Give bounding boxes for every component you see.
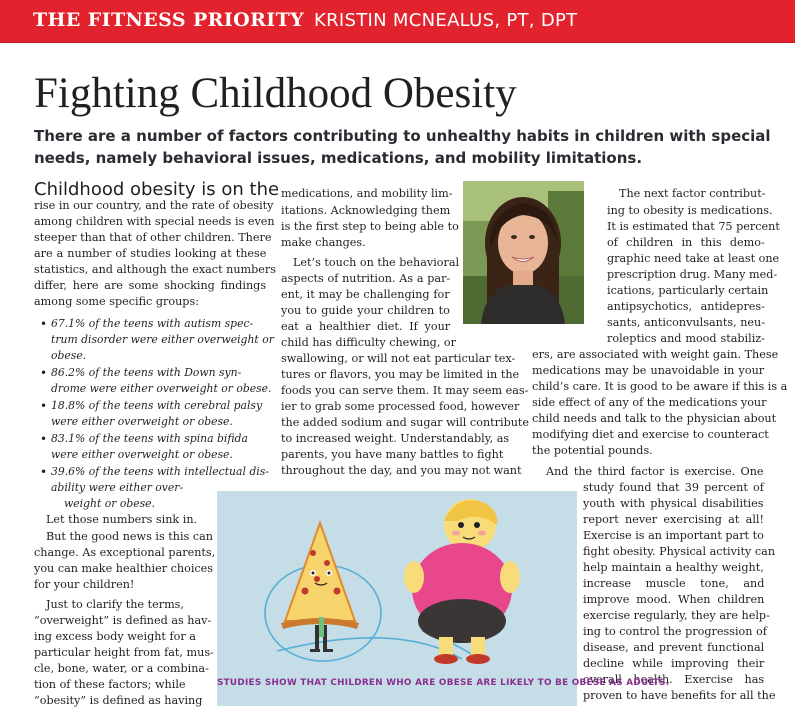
body-line: ing to obesity is medications. [607,204,773,217]
bullet-dot: • [40,465,48,479]
lead-sentence: Childhood obesity is on the [34,179,280,200]
body-line: study found that 39 percent of [583,481,764,494]
body-line: ing excess body weight for a [34,630,196,643]
author-portrait-image [463,181,584,324]
body-line: And the third factor is exercise. One [546,465,764,478]
bullet-dot: • [40,399,48,413]
bullet-line: 39.6% of the teens with intellectual dis- [51,465,269,478]
author-photo [463,181,584,324]
body-line: youth with physical disabilities [583,497,764,510]
body-line: antipsychotics, antidepres- [607,300,765,313]
body-line: decline while improving their [583,657,765,670]
body-line: sants, anticonvulsants, neu- [607,316,766,329]
body-line: ing to control the progression of [583,625,767,638]
body-line: roleptics and mood stabiliz- [607,332,765,345]
body-line: change. As exceptional parents, [34,546,216,559]
body-line: particular height from fat, mus- [34,646,214,659]
body-line: exercise regularly, they are help- [583,609,770,622]
body-line: child’s care. It is good to be aware if this is a [532,380,788,393]
body-line: the added sodium and sugar will contribute [281,416,530,429]
body-line: report never exercising at all! [583,513,764,526]
body-line: proven to have benefits for all the [583,689,776,702]
article-title: Fighting Childhood Obesity [34,70,517,117]
bullet-line: obese. [51,349,87,362]
bullet-line: were either overweight or obese. [51,415,233,428]
body-line: eat a healthier diet. If your [281,320,451,333]
body-line: “overweight” is defined as hav- [34,614,212,627]
body-line: increase muscle tone, and [583,577,765,590]
body-line: The next factor contribut- [619,187,766,200]
body-line: statistics, and although the exact numbers [34,263,277,276]
body-line: rise in our country, and the rate of obesity [34,199,274,212]
body-line: foods you can serve them. It may seem eas- [281,384,529,397]
body-line: differ, here are some shocking findings [34,279,267,292]
body-line: tures or flavors, you may be limited in the [281,368,520,381]
body-line: Let those numbers sink in. [46,513,198,526]
column-name: THE FITNESS PRIORITY [33,9,305,31]
body-line: cle, bone, water, or a combina- [34,662,209,675]
bullet-line: 67.1% of the teens with autism spec- [51,317,254,330]
pizza-and-child-cartoon [217,491,577,671]
body-line: improve mood. When children [583,593,765,606]
body-line: the potential pounds. [532,444,653,457]
body-line: ent, it may be challenging for [281,288,450,301]
body-line: modifying diet and exercise to counteract [532,428,769,441]
body-line: ers, are associated with weight gain. These [532,348,779,361]
body-line: among children with special needs is even [34,215,275,228]
body-line: help maintain a healthy weight, [583,561,764,574]
body-line: Exercise is an important part to [583,529,764,542]
bullet-line: 86.2% of the teens with Down syn- [51,366,242,379]
body-line: of children in this demo- [607,236,765,249]
illustration [217,491,670,706]
bullet-line: ability were either over- [51,481,184,494]
body-line: aspects of nutrition. As a par- [281,272,451,285]
bullet-line: 83.1% of the teens with spina bifida [51,432,248,445]
body-line: prescription drug. Many med- [607,268,778,281]
body-line: steeper than that of other children. There [34,231,272,244]
body-line: It is estimated that 75 percent [607,220,780,233]
body-line: Just to clarify the terms, [46,598,184,611]
bullet-line: drome were either overweight or obese. [51,382,272,395]
body-line: are a number of studies looking at these [34,247,267,260]
body-line: you can make healthier choices [34,562,214,575]
body-line: for your children! [34,578,135,591]
body-line: fight obesity. Physical activity can [583,545,776,558]
bullet-line: weight or obese. [64,497,155,510]
body-line: among some specific groups: [34,295,199,308]
body-line: medications, and mobility lim- [281,187,453,200]
body-line: ications, particularly certain [607,284,769,297]
bullet-line: were either overweight or obese. [51,448,233,461]
body-line: is the first step to being able to [281,220,459,233]
body-line: parents, you have many battles to fight [281,448,504,461]
body-line: itations. Acknowledging them [281,204,451,217]
body-line: child needs and talk to the physician about [532,412,777,425]
body-line: make changes. [281,236,366,249]
body-line: ier to grab some processed food, however [281,400,520,413]
body-line: side effect of any of the medications your [532,396,767,409]
body-line: But the good news is this can [46,530,213,543]
bullet-dot: • [40,366,48,380]
body-line: Let’s touch on the behavioral [293,256,460,269]
body-line: throughout the day, and you may not want [281,464,522,477]
bullet-line: 18.8% of the teens with cerebral palsy [51,399,263,412]
body-line: medications may be unavoidable in your [532,364,765,377]
body-line: graphic need take at least one [607,252,780,265]
bullet-dot: • [40,317,48,331]
body-line: swallowing, or will not eat particular tex- [281,352,516,365]
article-subtitle: There are a number of factors contributing to unhealthy habits in children with special needs, namely behavioral issues, medications, and mobility limitations. [34,127,771,167]
bullet-line: trum disorder were either overweight or [51,333,274,346]
body-line: you to guide your children to [281,304,450,317]
body-line: overall health. Exercise has [583,673,765,686]
illustration-caption: STUDIES SHOW THAT CHILDREN WHO ARE OBESE ARE LIKELY TO BE OBESE AS ADULTS. [217,678,670,688]
author-name: KRISTIN MCNEALUS, PT, DPT [314,10,578,31]
header-bar [0,0,795,43]
body-line: tion of these factors; while [34,678,186,691]
body-line: to increased weight. Understandably, as [281,432,510,445]
body-line: “obesity” is defined as having [34,694,203,707]
body-line: child has difficulty chewing, or [281,336,457,349]
bullet-dot: • [40,432,48,446]
body-line: disease, and prevent functional [583,641,765,654]
